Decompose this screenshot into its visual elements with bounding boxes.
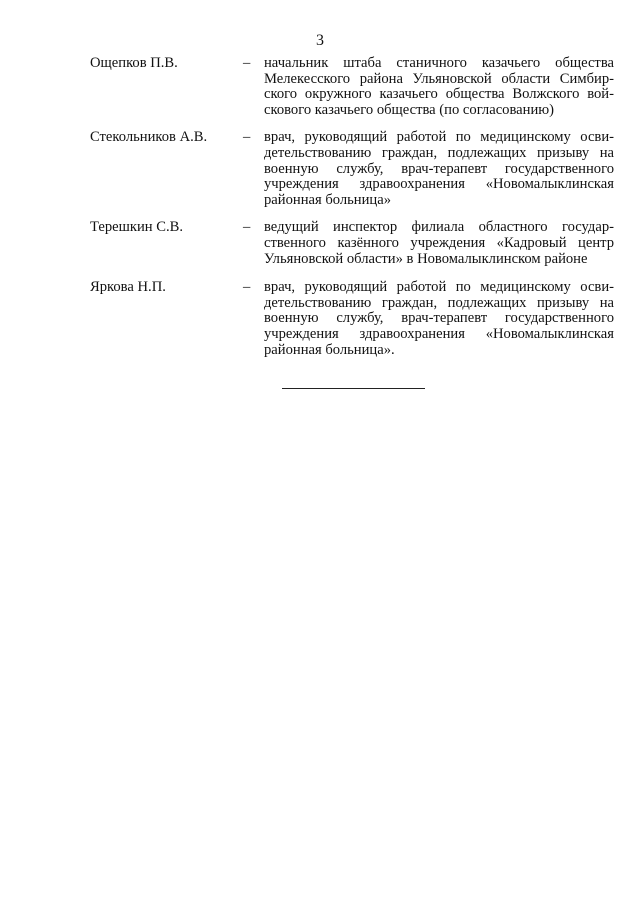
member-role: ведущий инспектор филиала областного государственного казённого учреждения «Кадровый центр Ульяновской области» в Новомалыклинском районе	[264, 219, 614, 267]
member-name: Стекольников А.В.	[90, 129, 208, 146]
member-role: начальник штаба станичного казачьего общества Мелекесского района Ульяновской области Симбирского окружного казачьего общества Волжского войскового казачьего общества (по согласованию)	[264, 55, 614, 118]
member-entry	[90, 220, 614, 267]
member-name: Терешкин С.В.	[90, 219, 183, 236]
member-entry	[90, 280, 614, 358]
member-name: Ощепков П.В.	[90, 55, 178, 71]
member-role: врач, руководящий работой по медицинскому освидетельствованию граждан, подлежащих призыву на военную службу, врач-терапевт государственного учреждения здравоохранения «Новомалыклинская районная больница»	[264, 129, 614, 208]
member-dash: –	[243, 55, 251, 71]
member-dash: –	[243, 129, 251, 146]
member-name: Яркова Н.П.	[90, 279, 166, 296]
member-dash: –	[243, 279, 251, 296]
page-number: 3	[316, 32, 324, 49]
member-entry	[90, 56, 614, 118]
member-role: врач, руководящий работой по медицинскому освидетельствованию граждан, подлежащих призыву на военную службу, врач-терапевт государственного учреждения здравоохранения «Новомалыклинская районная больница».	[264, 279, 614, 358]
members-list	[90, 56, 614, 358]
member-dash: –	[243, 219, 251, 236]
member-entry	[90, 130, 614, 208]
closing-rule	[282, 388, 425, 389]
